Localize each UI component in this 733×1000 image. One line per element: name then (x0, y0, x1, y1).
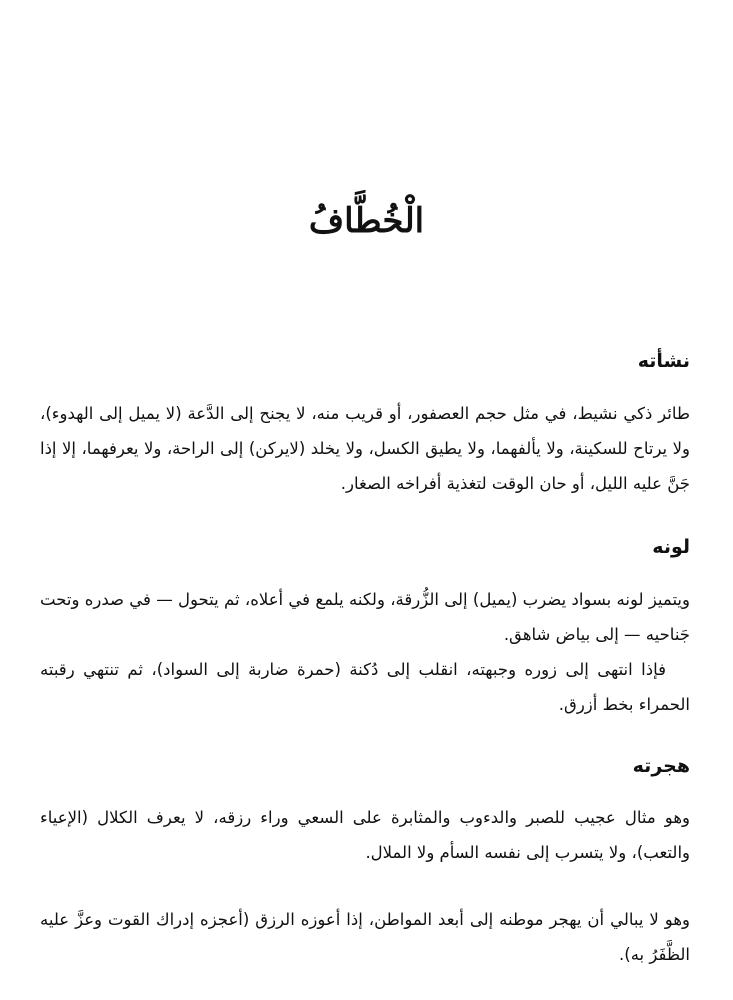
section-heading-origin: نشأته (637, 350, 690, 372)
paragraph-migration-2: وهو لا يبالي أن يهجر موطنه إلى أبعد المواطن، إذا أعوزه الرزق (أعجزه إدراك القوت وعزَّ عليه الظَّفَرُ به). (40, 910, 690, 964)
paragraph-color-1: ويتميز لونه بسواد يضرب (يميل) إلى الزُّرقة، ولكنه يلمع في أعلاه، ثم يتحول — في صدره وتحت جَناحيه — إلى بياض شاهق. (40, 590, 690, 644)
paragraph-origin: طائر ذكي نشيط، في مثل حجم العصفور، أو قريب منه، لا يجنح إلى الدَّعة (لا يميل إلى الهدوء)، ولا يرتاح للسكينة، ولا يألفهما، ولا يطيق الكسل، ولا يخلد (لايركن) إلى الراحة، ولا يعرفهما، إلا إذا جَنَّ عليه الليل، أو حان الوقت لتغذية أفراخه الصغار. (40, 404, 690, 493)
section-heading-migration: هجرته (632, 755, 690, 777)
section-heading-color: لونه (652, 536, 690, 558)
page-title: الْخُطَّافُ (308, 201, 425, 241)
paragraph-migration-1: وهو مثال عجيب للصبر والدءوب والمثابرة على السعي وراء رزقه، لا يعرف الكلال (الإعياء والتعب)، ولا يتسرب إلى نفسه السأم ولا الملال. (40, 808, 690, 862)
paragraph-color-2: فإذا انتهى إلى زوره وجبهته، انقلب إلى دُكنة (حمرة ضاربة إلى السواد)، ثم تنتهي رقبته الحمراء بخط أزرق. (40, 660, 690, 714)
